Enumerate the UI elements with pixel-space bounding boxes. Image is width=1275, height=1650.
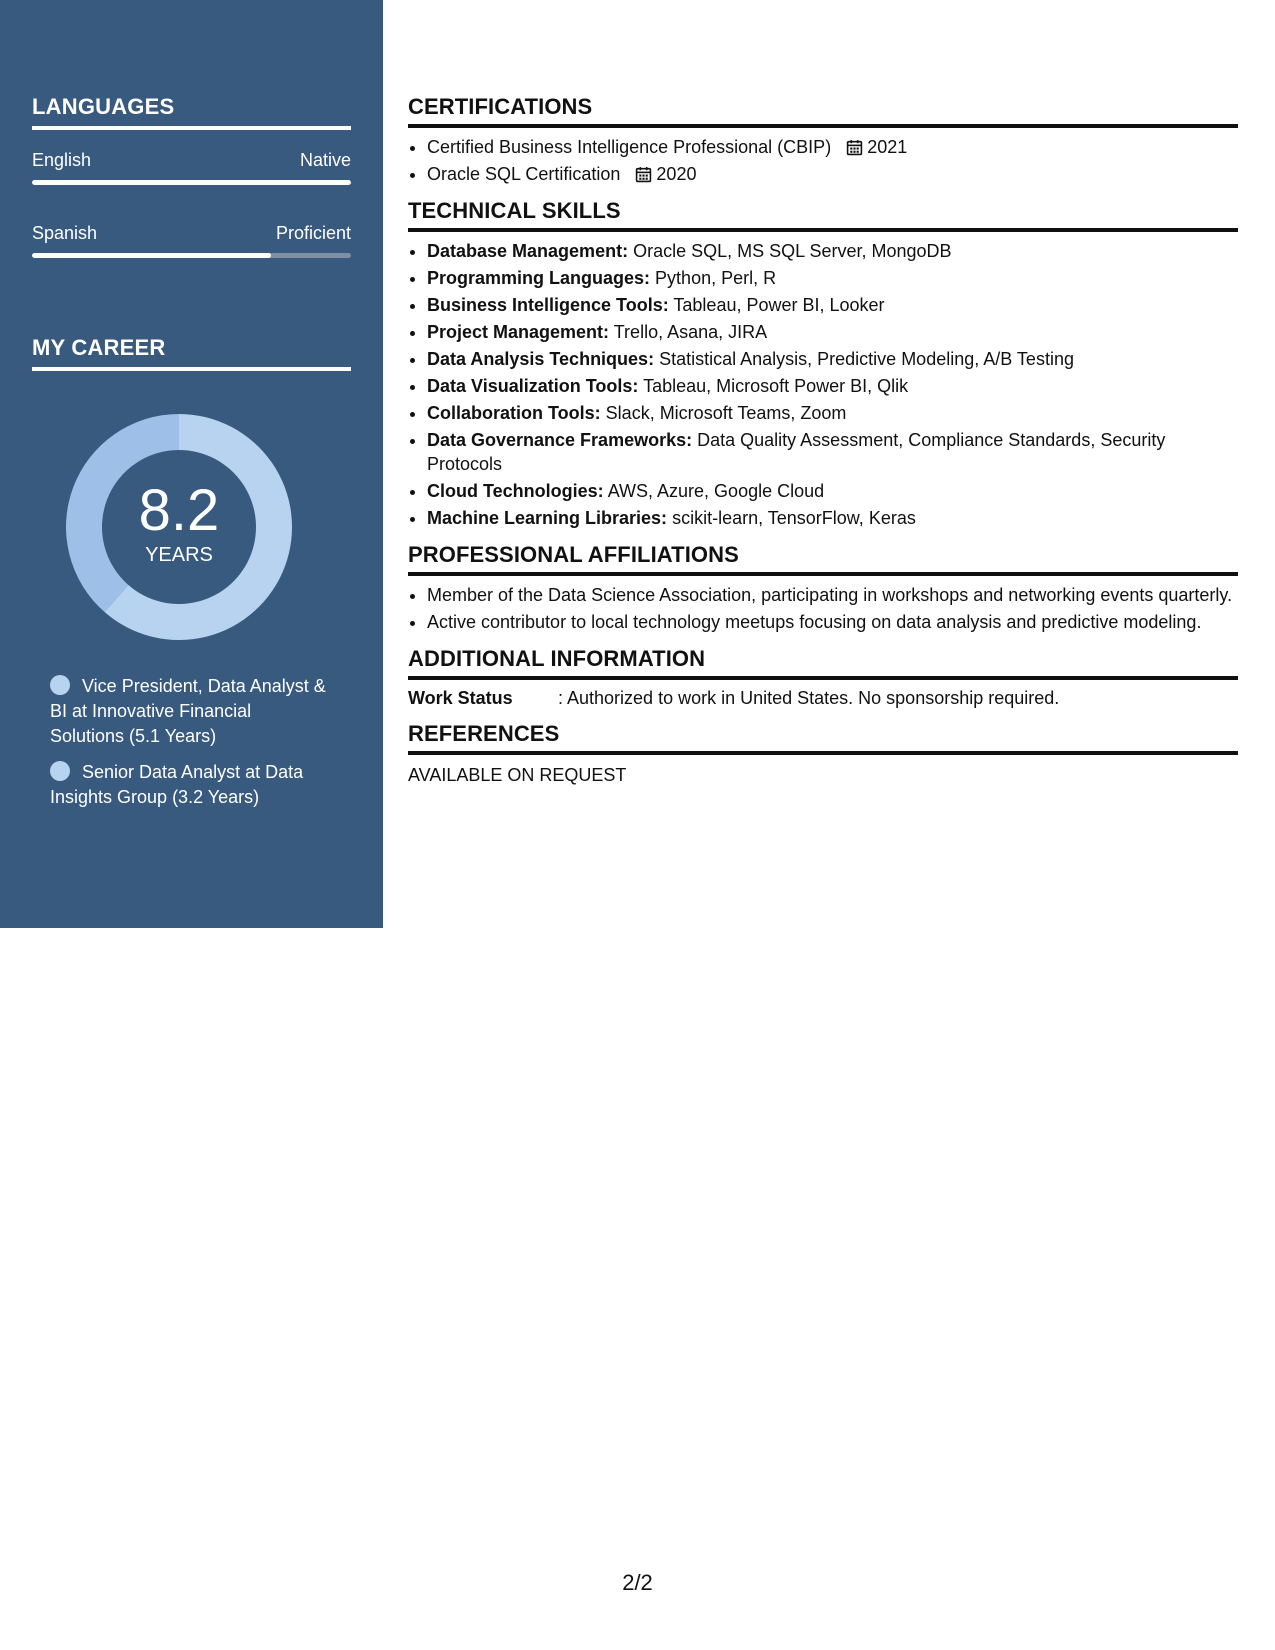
skill-value: Python, Perl, R <box>655 268 777 288</box>
donut-center <box>66 414 292 640</box>
language-item <box>32 223 351 258</box>
career-item <box>50 674 330 749</box>
work-status-value: : Authorized to work in United States. No sponsorship required. <box>558 688 1060 708</box>
skill-item <box>427 293 1238 317</box>
affiliation-item: • Active contributor to local technology meetups focusing on data analysis and predictive modeling. <box>427 610 1238 634</box>
language-name: Spanish <box>32 223 98 243</box>
career-heading: MY CAREER <box>32 335 351 371</box>
skill-label: Project Management: <box>427 322 610 342</box>
career-years-value: 8.2 <box>138 477 220 543</box>
certification-name: Oracle SQL Certification <box>427 164 621 184</box>
certification-item <box>427 135 1238 159</box>
languages-section <box>32 94 351 258</box>
skill-value: Slack, Microsoft Teams, Zoom <box>605 403 847 423</box>
skill-label: Database Management: <box>427 241 629 261</box>
career-section <box>32 335 351 371</box>
skill-label: Data Analysis Techniques: <box>427 349 655 369</box>
additional-info-heading: ADDITIONAL INFORMATION <box>408 646 1238 680</box>
skill-label: Business Intelligence Tools: <box>427 295 669 315</box>
language-item <box>32 150 351 185</box>
career-item-label: Vice President, Data Analyst & BI at Innovative Financial Solutions (5.1 Years) <box>50 676 326 746</box>
language-bar-fill <box>32 180 351 185</box>
language-level: Native <box>299 150 351 170</box>
skill-label: Data Governance Frameworks: <box>427 430 693 450</box>
skill-label: Programming Languages: <box>427 268 651 288</box>
skill-item <box>427 428 1238 476</box>
skill-item <box>427 374 1238 398</box>
page-number: 2/2 <box>622 1570 653 1595</box>
certification-name: Certified Business Intelligence Professional (CBIP) <box>427 137 832 157</box>
certification-item <box>427 162 1238 186</box>
skill-item <box>427 266 1238 290</box>
skill-label: Machine Learning Libraries: <box>427 508 668 528</box>
main-content <box>408 94 1238 798</box>
career-dot-icon <box>50 761 70 781</box>
language-bar <box>32 180 351 185</box>
skill-item <box>427 506 1238 530</box>
additional-info-section <box>408 646 1238 709</box>
technical-skills-section <box>408 198 1238 530</box>
career-list <box>50 674 330 821</box>
skill-value: AWS, Azure, Google Cloud <box>607 481 825 501</box>
references-section <box>408 721 1238 786</box>
career-dot-icon <box>50 675 70 695</box>
skill-label: Cloud Technologies: <box>427 481 604 501</box>
work-status-label: Work Status <box>408 688 513 708</box>
skill-value: Trello, Asana, JIRA <box>613 322 768 342</box>
affiliations-section <box>408 542 1238 634</box>
skill-value: Statistical Analysis, Predictive Modeling, A/B Testing <box>659 349 1074 369</box>
certification-year: 2021 <box>867 137 908 157</box>
certification-year: 2020 <box>656 164 697 184</box>
certifications-heading: CERTIFICATIONS <box>408 94 1238 128</box>
skill-item <box>427 347 1238 371</box>
career-donut-chart <box>66 414 292 640</box>
technical-skills-heading: TECHNICAL SKILLS <box>408 198 1238 232</box>
references-text: AVAILABLE ON REQUEST <box>408 765 627 785</box>
work-status-row <box>408 688 1238 709</box>
language-name: English <box>32 150 92 170</box>
references-heading: REFERENCES <box>408 721 1238 755</box>
career-item-label: Senior Data Analyst at Data Insights Group (3.2 Years) <box>50 762 304 807</box>
skill-value: scikit-learn, TensorFlow, Keras <box>672 508 916 528</box>
skill-item <box>427 401 1238 425</box>
affiliation-item: • Member of the Data Science Association, participating in workshops and networking events quarterly. <box>427 583 1238 607</box>
career-years-unit: YEARS <box>145 543 213 566</box>
skill-value: Oracle SQL, MS SQL Server, MongoDB <box>633 241 952 261</box>
languages-heading: LANGUAGES <box>32 94 351 130</box>
sidebar <box>0 0 383 928</box>
skill-value: Tableau, Power BI, Looker <box>673 295 885 315</box>
language-level: Proficient <box>275 223 351 243</box>
skill-item <box>427 320 1238 344</box>
language-bar <box>32 253 351 258</box>
career-item <box>50 760 330 810</box>
affiliations-heading: PROFESSIONAL AFFILIATIONS <box>408 542 1238 576</box>
skill-value: Data Quality Assessment, Compliance Standards, Security Protocols <box>427 430 1166 474</box>
skill-item <box>427 239 1238 263</box>
calendar-icon <box>635 166 652 183</box>
skill-label: Data Visualization Tools: <box>427 376 639 396</box>
language-bar-fill <box>32 253 271 258</box>
skill-value: Tableau, Microsoft Power BI, Qlik <box>643 376 909 396</box>
skill-label: Collaboration Tools: <box>427 403 601 423</box>
certifications-section <box>408 94 1238 186</box>
calendar-icon <box>846 139 863 156</box>
skill-item <box>427 479 1238 503</box>
